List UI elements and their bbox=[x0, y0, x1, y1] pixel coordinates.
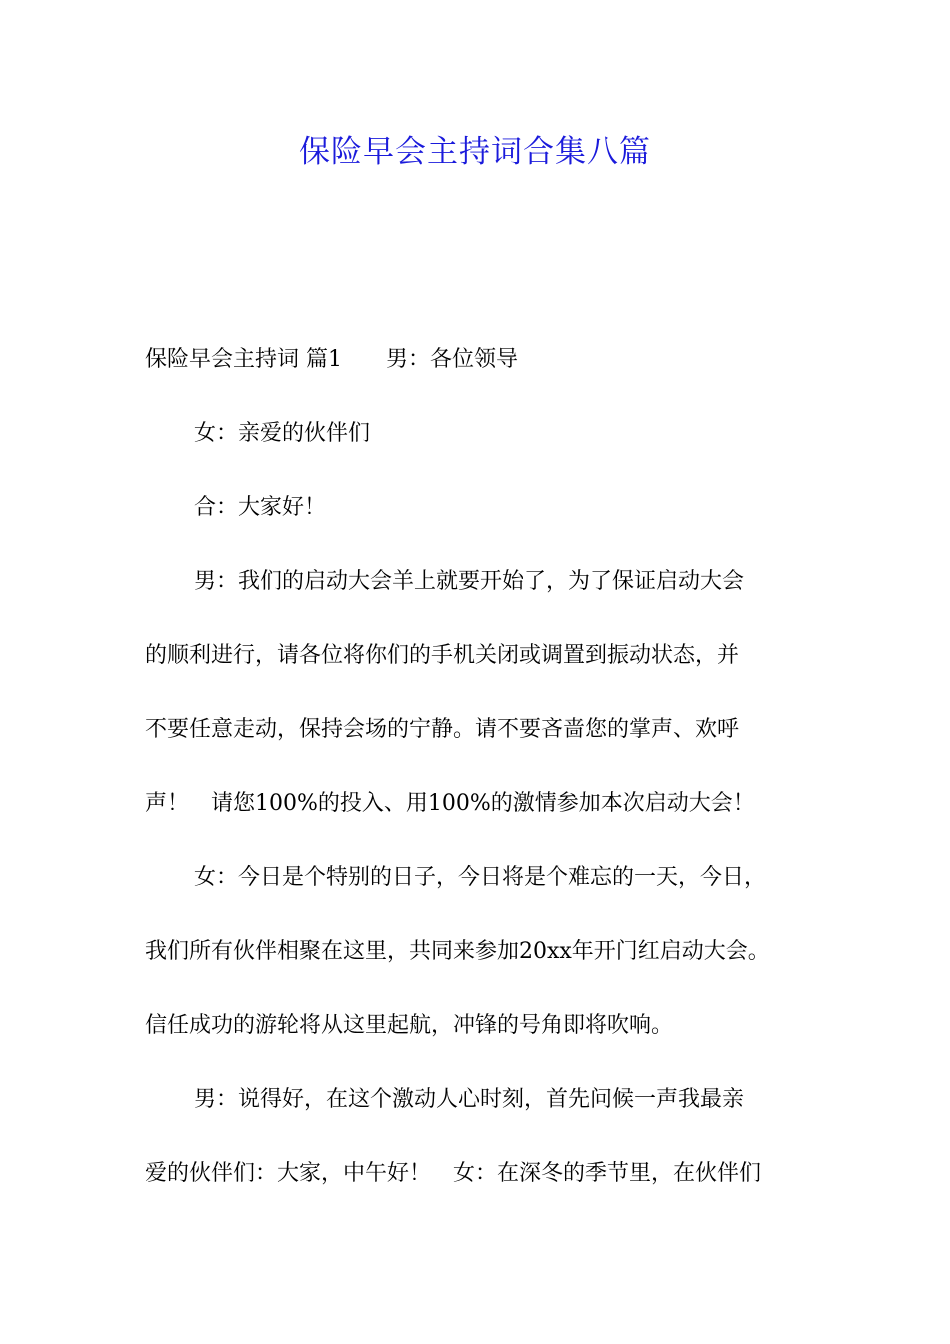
paragraph-line: 声！ 请您100%的投入、用100%的激情参加本次启动大会！ bbox=[145, 791, 755, 816]
paragraph-line: 女：今日是个特别的日子，今日将是个难忘的一天，今日， bbox=[194, 865, 767, 890]
paragraph-line: 的顺利进行，请各位将你们的手机关闭或调置到振动状态，并 bbox=[145, 643, 740, 668]
paragraph-line: 爱的伙伴们：大家，中午好！ 女：在深冬的季节里，在伙伴们 bbox=[145, 1161, 762, 1186]
paragraph-line: 女：亲爱的伙伴们 bbox=[194, 421, 371, 446]
paragraph-line: 我们所有伙伴相聚在这里，共同来参加20xx年开门红启动大会。 bbox=[145, 939, 770, 964]
document-title: 保险早会主持词合集八篇 bbox=[299, 134, 651, 170]
paragraph-line: 男：说得好，在这个激动人心时刻，首先问候一声我最亲 bbox=[194, 1087, 745, 1112]
paragraph-line: 不要任意走动，保持会场的宁静。请不要吝啬您的掌声、欢呼 bbox=[145, 717, 740, 742]
paragraph-line: 保险早会主持词 篇1 男：各位领导 bbox=[145, 347, 518, 372]
paragraph-line: 合：大家好！ bbox=[194, 495, 327, 520]
paragraph-line: 信任成功的游轮将从这里起航，冲锋的号角即将吹响。 bbox=[145, 1013, 674, 1038]
paragraph-line: 男：我们的启动大会羊上就要开始了，为了保证启动大会 bbox=[194, 569, 745, 594]
